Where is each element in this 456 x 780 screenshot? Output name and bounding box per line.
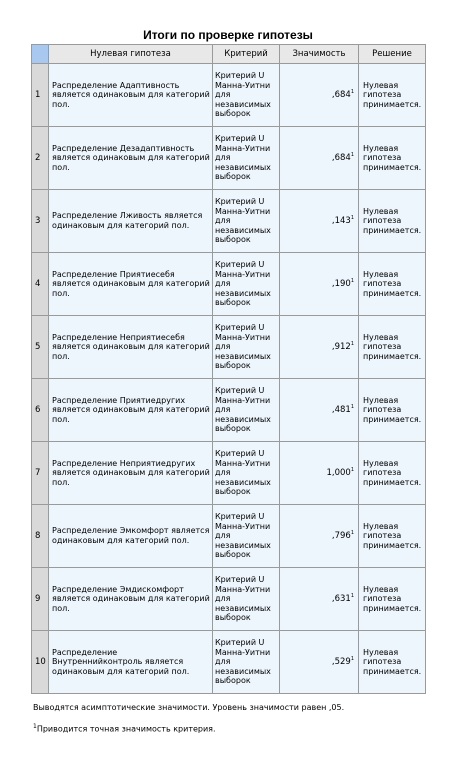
row-number: 3: [32, 190, 49, 253]
significance-cell: [280, 568, 359, 631]
table-row: [32, 379, 426, 442]
decision-cell: Нулевая гипотеза принимается.: [359, 568, 426, 631]
significance-cell: [280, 253, 359, 316]
row-number: 4: [32, 253, 49, 316]
decision-cell: Нулевая гипотеза принимается.: [359, 64, 426, 127]
criterion-cell: Критерий U Манна-Уитни для независимых выборок: [213, 442, 280, 505]
significance-cell: [280, 379, 359, 442]
significance-footnote-marker: 1: [350, 89, 354, 96]
null-hypothesis-cell: Распределение Дезадаптивность является одинаковым для категорий пол.: [49, 127, 213, 190]
significance-cell: [280, 64, 359, 127]
null-hypothesis-cell: Распределение Приятиедругих является одинаковым для категорий пол.: [49, 379, 213, 442]
criterion-cell: Критерий U Манна-Уитни для независимых выборок: [213, 253, 280, 316]
row-number: 8: [32, 505, 49, 568]
null-hypothesis-cell: Распределение Лживость является одинаковым для категорий пол.: [49, 190, 213, 253]
table-row: [32, 253, 426, 316]
header-number: [32, 45, 49, 64]
header-null-hypothesis: Нулевая гипотеза: [49, 45, 213, 64]
decision-cell: Нулевая гипотеза принимается.: [359, 505, 426, 568]
header-criterion: Критерий: [213, 45, 280, 64]
null-hypothesis-cell: Распределение Внутреннийконтроль является одинаковым для категорий пол.: [49, 631, 213, 694]
significance-footnote-marker: 1: [350, 593, 354, 600]
criterion-cell: Критерий U Манна-Уитни для независимых выборок: [213, 379, 280, 442]
table-row: [32, 505, 426, 568]
criterion-cell: Критерий U Манна-Уитни для независимых выборок: [213, 127, 280, 190]
header-row: [32, 45, 426, 64]
table-title: Итоги по проверке гипотезы: [143, 28, 313, 42]
criterion-cell: Критерий U Манна-Уитни для независимых выборок: [213, 631, 280, 694]
row-number: 10: [32, 631, 49, 694]
criterion-cell: Критерий U Манна-Уитни для независимых выборок: [213, 505, 280, 568]
significance-value: ,143: [331, 216, 351, 227]
significance-footnote-marker: 1: [350, 215, 354, 222]
significance-cell: [280, 190, 359, 253]
footnote-exact: [33, 723, 216, 734]
significance-value: ,529: [331, 657, 351, 668]
criterion-cell: Критерий U Манна-Уитни для независимых выборок: [213, 568, 280, 631]
table-row: [32, 64, 426, 127]
row-number: 6: [32, 379, 49, 442]
header-significance: Значимость: [280, 45, 359, 64]
significance-footnote-marker: 1: [350, 656, 354, 663]
row-number: 1: [32, 64, 49, 127]
criterion-cell: Критерий U Манна-Уитни для независимых выборок: [213, 316, 280, 379]
row-number: 7: [32, 442, 49, 505]
significance-value: ,190: [331, 279, 351, 290]
header-decision: Решение: [359, 45, 426, 64]
criterion-cell: Критерий U Манна-Уитни для независимых выборок: [213, 64, 280, 127]
criterion-cell: Критерий U Манна-Уитни для независимых выборок: [213, 190, 280, 253]
significance-value: ,631: [331, 594, 351, 605]
table-row: [32, 190, 426, 253]
significance-footnote-marker: 1: [350, 530, 354, 537]
row-number: 5: [32, 316, 49, 379]
significance-value: ,481: [331, 405, 351, 416]
row-number: 2: [32, 127, 49, 190]
table-row: [32, 568, 426, 631]
significance-cell: [280, 316, 359, 379]
significance-cell: [280, 631, 359, 694]
significance-footnote-marker: 1: [350, 152, 354, 159]
decision-cell: Нулевая гипотеза принимается.: [359, 190, 426, 253]
table-row: [32, 631, 426, 694]
significance-footnote-marker: 1: [350, 341, 354, 348]
footnote-asymptotic: Выводятся асимптотические значимости. Уровень значимости равен ,05.: [33, 703, 345, 712]
null-hypothesis-cell: Распределение Неприятиесебя является одинаковым для категорий пол.: [49, 316, 213, 379]
null-hypothesis-cell: Распределение Неприятиедругих является одинаковым для категорий пол.: [49, 442, 213, 505]
significance-footnote-marker: 1: [350, 467, 354, 474]
null-hypothesis-cell: Распределение Эмкомфорт является одинаковым для категорий пол.: [49, 505, 213, 568]
decision-cell: Нулевая гипотеза принимается.: [359, 253, 426, 316]
decision-cell: Нулевая гипотеза принимается.: [359, 316, 426, 379]
significance-value: 1,000: [326, 468, 351, 479]
footnote-exact-text: Приводится точная значимость критерия.: [36, 724, 216, 734]
significance-cell: [280, 127, 359, 190]
null-hypothesis-cell: Распределение Эмдискомфорт является одинаковым для категорий пол.: [49, 568, 213, 631]
significance-value: ,684: [331, 90, 351, 101]
table-row: [32, 442, 426, 505]
null-hypothesis-cell: Распределение Приятиесебя является одинаковым для категорий пол.: [49, 253, 213, 316]
table-row: [32, 316, 426, 379]
hypothesis-summary-table: [31, 44, 426, 694]
significance-value: ,796: [331, 531, 351, 542]
row-number: 9: [32, 568, 49, 631]
significance-cell: [280, 505, 359, 568]
significance-value: ,912: [331, 342, 351, 353]
decision-cell: Нулевая гипотеза принимается.: [359, 442, 426, 505]
significance-value: ,684: [331, 153, 351, 164]
footnote-marker: 1: [33, 723, 37, 730]
significance-footnote-marker: 1: [350, 278, 354, 285]
decision-cell: Нулевая гипотеза принимается.: [359, 127, 426, 190]
decision-cell: Нулевая гипотеза принимается.: [359, 379, 426, 442]
significance-cell: [280, 442, 359, 505]
significance-footnote-marker: 1: [350, 404, 354, 411]
table-row: [32, 127, 426, 190]
null-hypothesis-cell: Распределение Адаптивность является одинаковым для категорий пол.: [49, 64, 213, 127]
decision-cell: Нулевая гипотеза принимается.: [359, 631, 426, 694]
